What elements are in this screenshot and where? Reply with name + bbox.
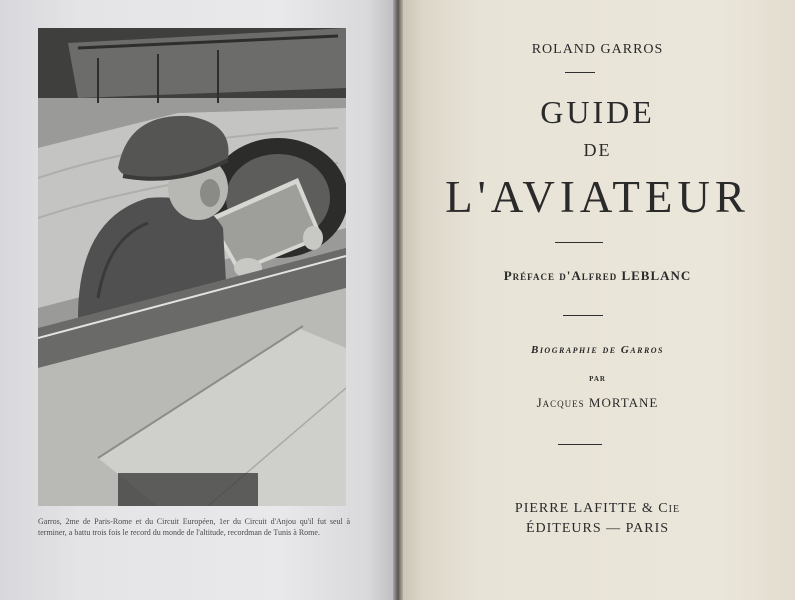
author-name: ROLAND GARROS [531,42,664,57]
title-line-aviateur: L'AVIATEUR [445,172,750,222]
by-label: par [589,373,606,384]
publisher-name: PIERRE LAFITTE & Cie [514,501,681,516]
title-line-guide: GUIDE [540,94,655,130]
divider-rule [555,242,603,243]
divider-rule [558,444,602,445]
photo-caption: Garros, 2me de Paris-Rome et du Circuit Européen, 1er du Circuit d'Anjou qu'il fut seul à terminer, a battu trois fois le record du monde de l'altitude, recordman de Tunis à Rome. [38,517,350,537]
biographer-name: Jacques MORTANE [536,395,659,410]
divider-rule [563,315,603,316]
frontispiece-photo [38,28,346,506]
publisher-location: ÉDITEURS — PARIS [525,521,670,536]
aviator-photo-illustration [38,28,346,506]
divider-rule [565,72,595,73]
title-line-de: DE [583,140,612,160]
biography-credit: Biographie de Garros [530,344,665,356]
preface-credit: Préface d'Alfred LEBLANC [503,268,692,283]
